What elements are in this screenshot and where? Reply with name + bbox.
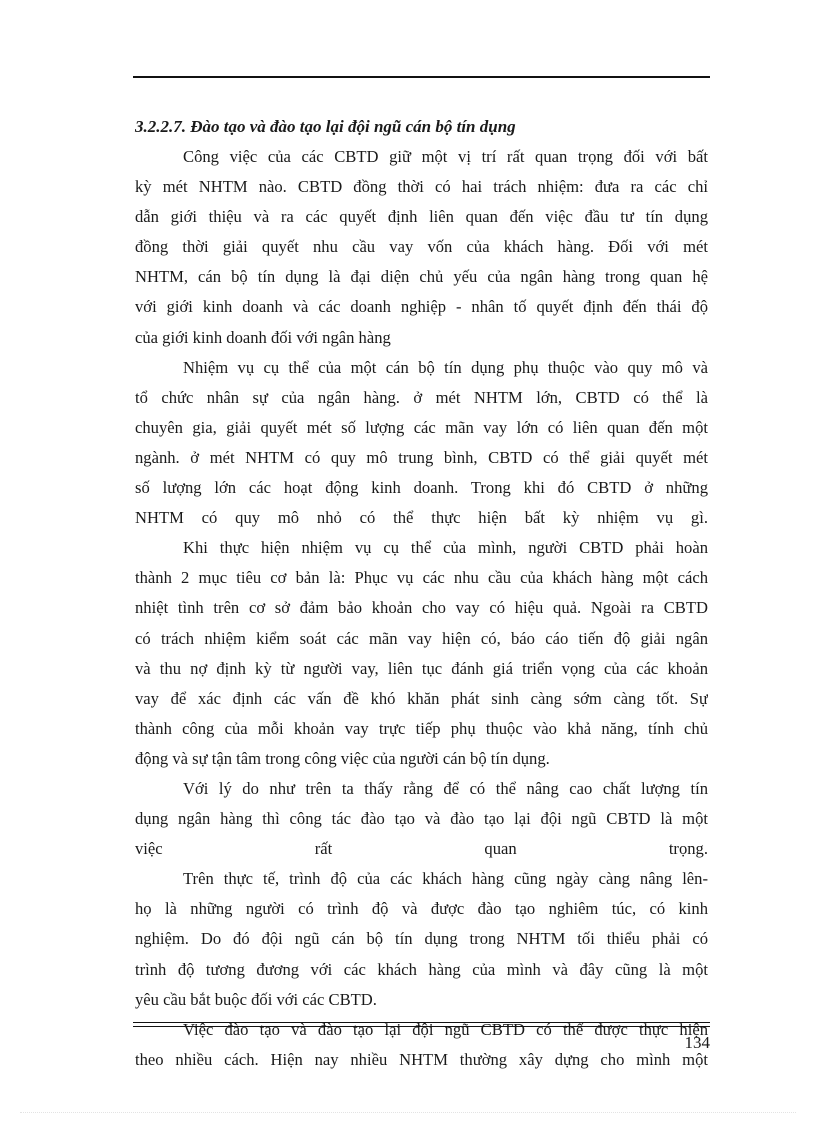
header-rule [133,76,710,78]
text-line: Việc đào tạo và đào tạo lại đội ngũ CBTD có thể được thực hiện [183,1019,708,1039]
text-line: chuyên gia, giải quyết mét số lượng các mãn vay lớn có liên quan đến một [135,417,708,437]
body-text [135,142,708,1075]
text-line: đồng thời giải quyết nhu cầu vay vốn của khách hàng. Đối với mét [135,237,708,257]
text-line: vay để xác định các vấn đề khó khăn phát sinh càng sớm càng tốt. Sự [135,688,708,708]
text-line: việc rất quan trọng. [135,839,708,859]
text-line: Với lý do như trên ta thấy rằng để có thể nâng cao chất lượng tín [183,778,708,798]
text-line: ngành. ở mét NHTM có quy mô trung bình, CBTD có thể giải quyết mét [135,447,708,467]
text-line: Khi thực hiện nhiệm vụ cụ thể của mình, người CBTD phải hoàn [183,538,708,558]
text-line: có trách nhiệm kiểm soát các mãn vay hiện có, báo cáo tiến độ giải ngân [135,628,708,648]
text-line: Trên thực tế, trình độ của các khách hàng cũng ngày càng nâng lên- [183,869,708,889]
text-line: và thu nợ định kỳ từ người vay, liên tục đánh giá triển vọng của các khoản [135,658,708,678]
text-line: yêu cầu bắt buộc đối với các CBTD. [135,989,377,1009]
text-line: họ là những người có trình độ và được đào tạo nghiêm túc, có kinh [135,899,708,919]
text-line: với giới kinh doanh và các doanh nghiệp - nhân tố quyết định đến thái độ [135,297,708,317]
text-line: dẫn giới thiệu và ra các quyết định liên quan đến việc đầu tư tín dụng [135,207,708,227]
text-line: tổ chức nhân sự của ngân hàng. ở mét NHTM lớn, CBTD có thể là [135,387,708,407]
text-line: Nhiệm vụ cụ thể của một cán bộ tín dụng phụ thuộc vào quy mô và [183,357,708,377]
text-line: số lượng lớn các hoạt động kinh doanh. Trong khi đó CBTD ở những [135,478,708,498]
text-line: theo nhiều cách. Hiện nay nhiều NHTM thường xây dựng cho mình một [135,1049,708,1069]
text-line: dụng ngân hàng thì công tác đào tạo và đào tạo lại đội ngũ CBTD là một [135,809,708,829]
text-line: thành 2 mục tiêu cơ bản là: Phục vụ các nhu cầu của khách hàng một cách [135,568,708,588]
text-line: của giới kinh doanh đối với ngân hàng [135,327,391,347]
text-line: thành công của mỗi khoản vay trực tiếp phụ thuộc vào khả năng, tính chủ [135,718,708,738]
text-line: nhiệt tình trên cơ sở đảm bảo khoản cho vay có hiệu quả. Ngoài ra CBTD [135,598,708,618]
page-number: 134 [684,1033,710,1052]
section-heading: 3.2.2.7. Đào tạo và đào tạo lại đội ngũ cán bộ tín dụng [135,117,516,136]
text-line: kỳ mét NHTM nào. CBTD đồng thời có hai trách nhiệm: đưa ra các chỉ [135,177,708,197]
footer-rule-bottom [133,1026,710,1027]
text-line: nghiệm. Do đó đội ngũ cán bộ tín dụng trong NHTM tối thiểu phải có [135,929,708,949]
text-line: trình độ tương đương với các khách hàng của mình và đây cũng là một [135,959,708,979]
text-line: Công việc của các CBTD giữ một vị trí rất quan trọng đối với bất [183,147,708,166]
text-line: động và sự tận tâm trong công việc của người cán bộ tín dụng. [135,748,550,768]
page-edge-dotted-line [20,1112,796,1113]
footer-rule-top [133,1022,710,1023]
text-line: NHTM có quy mô nhỏ có thể thực hiện bất kỳ nhiệm vụ gì. [135,508,708,528]
text-line: NHTM, cán bộ tín dụng là đại diện chủ yếu của ngân hàng trong quan hệ [135,267,708,287]
